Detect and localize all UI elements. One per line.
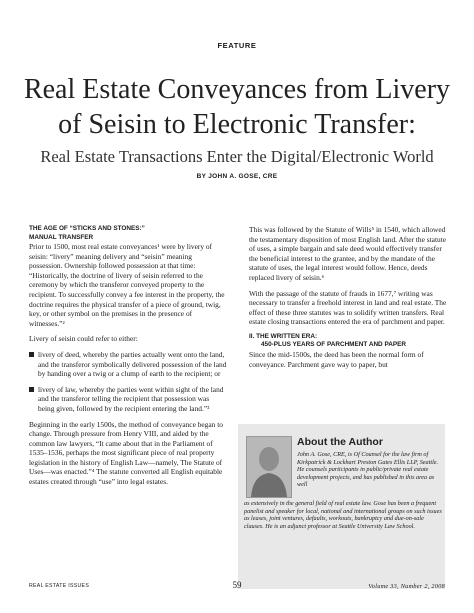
right-column [249,225,447,375]
right-paragraph-1: This was followed by the Statute of Wills⁵ in 1540, which allowed the testamentary disposition of most English land. After the statute of uses, a simple bargain and sale deed would effectively transfer the beneficial interest to the grantee, and by the mandate of the statute of uses, the legal interest would follow. Hence, deeds replaced livery of seisin.⁶ [249,225,447,282]
right-paragraph-3: Since the mid-1500s, the deed has been the normal form of conveyance. Parchment gave way to paper, but [249,349,424,369]
section-heading-2a: II. THE WRITTEN ERA: [249,332,318,340]
author-bio-top: John A. Gose, CRE, is Of Counsel for the law firm of Kirkpatrick & Lockhart Preston Gates Ellis LLP, Seattle. He counsels participants in public/private real estate development projects, and has published in this area as well [297,451,439,489]
bullet-text-2: livery of law, whereby the parties went within sight of the land and the transferor telling the recipient that possession was being given, followed by the recipient entering the land.”³ [38,384,224,413]
bullet-livery-of-law [29,385,227,414]
left-column [29,225,227,493]
right-paragraph-2: With the passage of the statute of frauds in 1677,⁷ writing was necessary to transfer a freehold interest in land and real estate. The effect of these three statutes was to solidify written transfers. Real estate closing transactions entered the era of parchment and paper. [249,288,447,327]
author-bio-bottom: as extensively in the general field of real estate law. Gose has been a frequent panelist and speaker for local, national and international groups on such issues as leases, joint ventures, defaults, workouts, bankruptcy and due-on-sale clauses. He is an adjunct professor at Seattle University Law School. [244,500,442,530]
footer-publication: REAL ESTATE ISSUES [29,583,90,589]
about-author-heading: About the Author [297,436,383,448]
byline: BY JOHN A. GOSE, CRE [196,173,278,180]
page-number: 59 [232,580,242,590]
left-paragraph-2: Livery of seisin could refer to either: [29,334,138,344]
section-heading-1a: THE AGE OF “STICKS AND STONES:” [29,225,145,232]
author-photo [246,436,292,498]
section-label: FEATURE [217,41,257,50]
bullet-livery-of-deed [29,350,227,379]
bullet-square-icon [29,387,34,392]
bullet-square-icon [29,352,34,357]
left-paragraph-3: Beginning in the early 1500s, the method of conveyance began to change. Through pressure from Henry VIII, and aided by the common law lawyers, “It came about that in the Parliament of 1535–1536, perhaps the most significant piece of real property legislation in the history of English Law—namely, The Statute of Uses—was enacted.”⁴ The statute converted all English equitable estates created through “use” into legal estates. [29,419,223,487]
footer-volume: Volume 33, Number 2, 2008 [368,583,445,590]
section-heading-2b: 450-PLUS YEARS OF PARCHMENT AND PAPER [261,341,406,349]
article-subtitle: Real Estate Transactions Enter the Digital/Electronic World [40,147,434,166]
section-heading-1b: MANUAL TRANSFER [29,233,94,241]
article-title [0,72,474,142]
bullet-text-1: livery of deed, whereby the parties actually went onto the land, and the transferor symbolically delivered possession of the land by handing over a twig or a clump of earth to the recipient; or [38,349,227,379]
left-paragraph-1: Prior to 1500, most real estate conveyances¹ were by livery of seisin: “livery” meaning delivery and “seisin” meaning possession. Ownership followed possession at that time: “Historically, the doctrine of livery of seisin referred to the ceremony by which the transferor conveyed property to the recipient. To successfully convey a fee interest in the property, the doctrine requires the physical transfer of a piece of ground, twig, key, or other symbol on the premises in the presence of witnesses.”² [29,242,225,328]
title-line-2: of Seisin to Electronic Transfer: [58,109,416,140]
title-line-1: Real Estate Conveyances from Livery [23,74,451,105]
